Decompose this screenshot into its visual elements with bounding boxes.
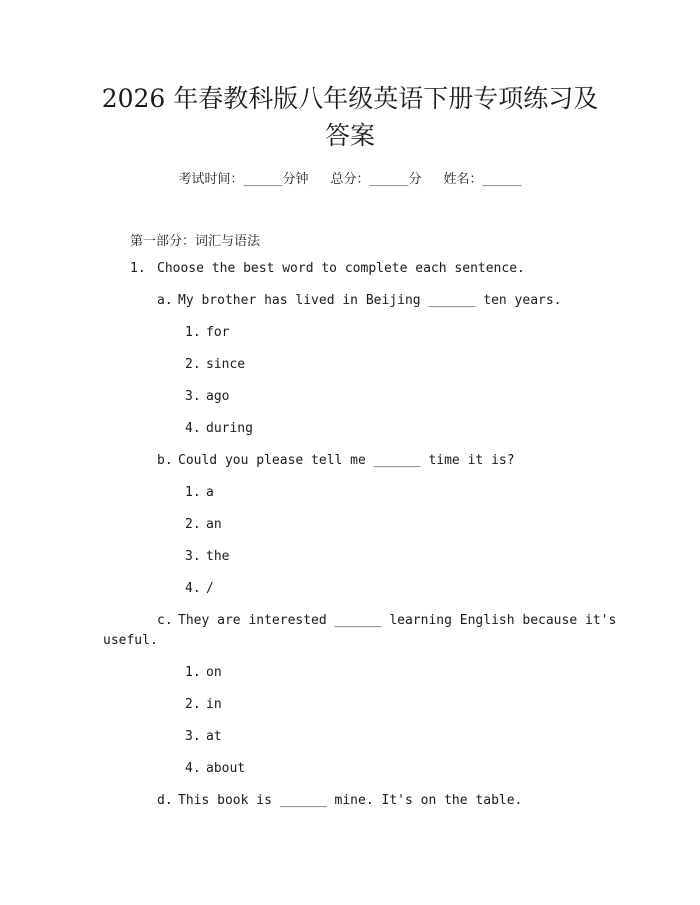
question-text: Choose the best word to complete each sentence. — [157, 261, 525, 276]
item-a-option-3: ago — [206, 389, 230, 404]
total-score-field: 总分：______分 — [330, 172, 422, 187]
item-c-option-3-number: 3. — [185, 729, 201, 744]
page-title-line-2: 答案 — [324, 121, 375, 150]
item-a-option-4-number: 4. — [185, 421, 201, 436]
item-b-option-4-number: 4. — [185, 581, 201, 596]
item-a-option-4: during — [206, 421, 253, 436]
item-b-option-3-number: 3. — [185, 549, 201, 564]
item-a-option-2-number: 2. — [185, 357, 201, 372]
item-a-text: My brother has lived in Beijing ______ ten years. — [178, 293, 562, 308]
item-c-option-4-number: 4. — [185, 761, 201, 776]
exam-info-row — [0, 168, 700, 187]
item-a-option-3-number: 3. — [185, 389, 201, 404]
exam-time-field: 考试时间：______分钟 — [178, 172, 309, 187]
item-b-text: Could you please tell me ______ time it is? — [178, 453, 515, 468]
item-b-option-2: an — [206, 517, 222, 532]
item-c-text-continued: useful. — [103, 633, 158, 648]
student-name-field: 姓名：______ — [443, 172, 522, 187]
item-d-label: d. — [157, 793, 173, 808]
item-c-option-2-number: 2. — [185, 697, 201, 712]
item-c-option-2: in — [206, 697, 222, 712]
item-d-text: This book is ______ mine. It's on the table. — [178, 793, 523, 808]
section-heading: 第一部分：词汇与语法 — [130, 234, 261, 249]
item-b-option-1-number: 1. — [185, 485, 201, 500]
item-a-option-1-number: 1. — [185, 325, 201, 340]
page-title-line-1: 2026 年春教科版八年级英语下册专项练习及 — [101, 84, 599, 113]
question-number: 1. — [130, 261, 146, 276]
item-a-option-1: for — [206, 325, 230, 340]
item-b-option-4: / — [206, 581, 214, 596]
item-c-text: They are interested ______ learning English because it's — [178, 613, 617, 628]
item-b-option-1: a — [206, 485, 214, 500]
item-a-option-2: since — [206, 357, 246, 372]
item-a-label: a. — [157, 293, 173, 308]
item-c-option-1: on — [206, 665, 222, 680]
item-c-option-1-number: 1. — [185, 665, 201, 680]
item-c-option-3: at — [206, 729, 222, 744]
item-b-option-2-number: 2. — [185, 517, 201, 532]
item-b-option-3: the — [206, 549, 230, 564]
item-b-label: b. — [157, 453, 173, 468]
item-c-label: c. — [157, 613, 173, 628]
item-c-option-4: about — [206, 761, 246, 776]
